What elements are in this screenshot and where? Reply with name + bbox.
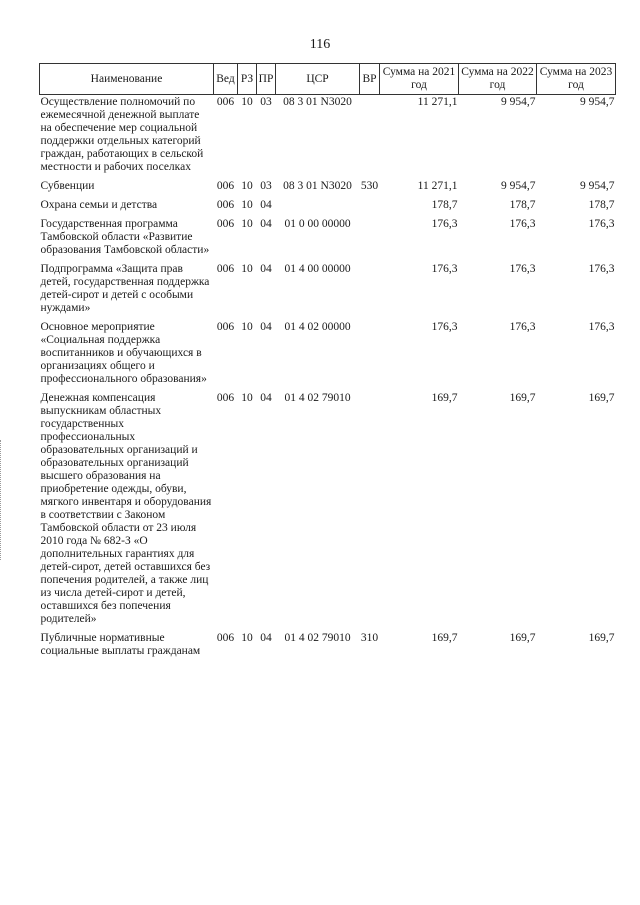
row-name: Публичные нормативные социальные выплаты гражданам xyxy=(40,632,201,657)
row-pr: 04 xyxy=(260,321,272,333)
row-sum-2021: 176,3 xyxy=(431,263,458,275)
row-sum-2023: 169,7 xyxy=(588,392,615,404)
row-ved: 006 xyxy=(216,632,235,644)
row-csr: 01 4 02 79010 xyxy=(284,632,351,644)
row-vr: 530 xyxy=(360,180,379,192)
row-sum-2022: 176,3 xyxy=(509,263,536,275)
row-vr xyxy=(360,391,380,631)
row-vr: 310 xyxy=(360,632,379,644)
row-sum-2021: 169,7 xyxy=(431,632,458,644)
row-sum-2021: 11 271,1 xyxy=(417,96,458,108)
row-sum-2023: 178,7 xyxy=(588,199,615,211)
row-pr: 04 xyxy=(260,218,272,230)
header-sum-2022: Сумма на 2022 год xyxy=(459,64,537,95)
row-vr xyxy=(360,262,380,320)
row-sum-2022: 169,7 xyxy=(509,392,536,404)
row-csr: 01 4 02 00000 xyxy=(284,321,351,333)
table-row xyxy=(40,217,616,262)
row-ved: 006 xyxy=(216,180,235,192)
row-sum-2021: 176,3 xyxy=(431,321,458,333)
row-sum-2021: 178,7 xyxy=(431,199,458,211)
row-rz: 10 xyxy=(241,199,253,211)
row-name: Субвенции xyxy=(40,180,95,192)
row-vr xyxy=(360,95,380,180)
row-sum-2021: 169,7 xyxy=(431,392,458,404)
header-csr: ЦСР xyxy=(276,64,360,95)
table-row xyxy=(40,198,616,217)
row-sum-2023: 169,7 xyxy=(588,632,615,644)
row-sum-2022: 176,3 xyxy=(509,321,536,333)
row-ved: 006 xyxy=(216,263,235,275)
row-sum-2022: 169,7 xyxy=(509,632,536,644)
row-csr: 01 4 00 00000 xyxy=(284,263,351,275)
table-row xyxy=(40,631,616,663)
table-row xyxy=(40,179,616,198)
header-vr: ВР xyxy=(360,64,380,95)
table-row xyxy=(40,320,616,391)
row-sum-2023: 9 954,7 xyxy=(580,96,615,108)
header-sum-2021: Сумма на 2021 год xyxy=(380,64,459,95)
row-pr: 04 xyxy=(260,632,272,644)
header-pr: ПР xyxy=(257,64,276,95)
row-csr: 01 0 00 00000 xyxy=(284,218,351,230)
row-sum-2022: 9 954,7 xyxy=(501,96,536,108)
row-sum-2021: 176,3 xyxy=(431,218,458,230)
row-sum-2023: 176,3 xyxy=(588,218,615,230)
table-row xyxy=(40,262,616,320)
row-vr xyxy=(360,320,380,391)
row-pr: 03 xyxy=(260,96,272,108)
table-row xyxy=(40,95,616,180)
row-vr xyxy=(360,198,380,217)
budget-table xyxy=(39,63,616,663)
row-rz: 10 xyxy=(241,218,253,230)
row-rz: 10 xyxy=(241,321,253,333)
row-name: Охрана семьи и детства xyxy=(40,199,158,211)
row-rz: 10 xyxy=(241,263,253,275)
row-sum-2023: 176,3 xyxy=(588,263,615,275)
row-sum-2021: 11 271,1 xyxy=(417,180,458,192)
row-csr xyxy=(276,198,360,217)
header-rz: РЗ xyxy=(238,64,257,95)
row-pr: 03 xyxy=(260,180,272,192)
row-pr: 04 xyxy=(260,263,272,275)
row-name: Государственная программа Тамбовской области «Развитие образования Тамбовской области» xyxy=(40,218,210,256)
row-ved: 006 xyxy=(216,218,235,230)
row-csr: 08 3 01 N3020 xyxy=(283,96,352,108)
row-ved: 006 xyxy=(216,199,235,211)
row-name: Основное мероприятие «Социальная поддержка воспитанников и обучающихся в организациях общего и профессионального образования» xyxy=(40,321,207,385)
row-ved: 006 xyxy=(216,96,235,108)
row-csr: 01 4 02 79010 xyxy=(284,392,351,404)
table-row xyxy=(40,391,616,631)
header-ved: Вед xyxy=(214,64,238,95)
header-sum-2023: Сумма на 2023 год xyxy=(537,64,616,95)
row-sum-2022: 176,3 xyxy=(509,218,536,230)
row-rz: 10 xyxy=(241,392,253,404)
row-rz: 10 xyxy=(241,632,253,644)
row-csr: 08 3 01 N3020 xyxy=(283,180,352,192)
row-name: Подпрограмма «Защита прав детей, государственная поддержка детей-сирот и детей с особыми нуждами» xyxy=(40,263,210,314)
row-sum-2022: 178,7 xyxy=(509,199,536,211)
page-number: 116 xyxy=(309,37,331,52)
row-name: Денежная компенсация выпускникам областных государственных профессиональных образовательных организаций и образовательных организаций высшего образования на приобретение одежды, обуви, мягкого инвентаря и оборудования в соответствии с Законом Тамбовской области от 23 июля 2010 года № 682-З «О дополнительных гарантиях для детей-сирот, детей оставшихся без попечения родителей, а также лиц из числа детей-сирот и детей, оставшихся без попечения родителей» xyxy=(40,392,212,625)
table-header-row xyxy=(40,64,616,95)
row-vr xyxy=(360,217,380,262)
row-name: Осуществление полномочий по ежемесячной денежной выплате на обеспечение мер социальной поддержки отдельных категорий граждан, работающих в сельской местности и рабочих поселках xyxy=(40,96,204,173)
scan-edge-mark xyxy=(0,440,4,560)
row-sum-2022: 9 954,7 xyxy=(501,180,536,192)
row-ved: 006 xyxy=(216,392,235,404)
row-ved: 006 xyxy=(216,321,235,333)
row-sum-2023: 176,3 xyxy=(588,321,615,333)
row-rz: 10 xyxy=(241,96,253,108)
row-pr: 04 xyxy=(260,199,272,211)
header-name: Наименование xyxy=(40,64,214,95)
row-pr: 04 xyxy=(260,392,272,404)
row-rz: 10 xyxy=(241,180,253,192)
row-sum-2023: 9 954,7 xyxy=(580,180,615,192)
